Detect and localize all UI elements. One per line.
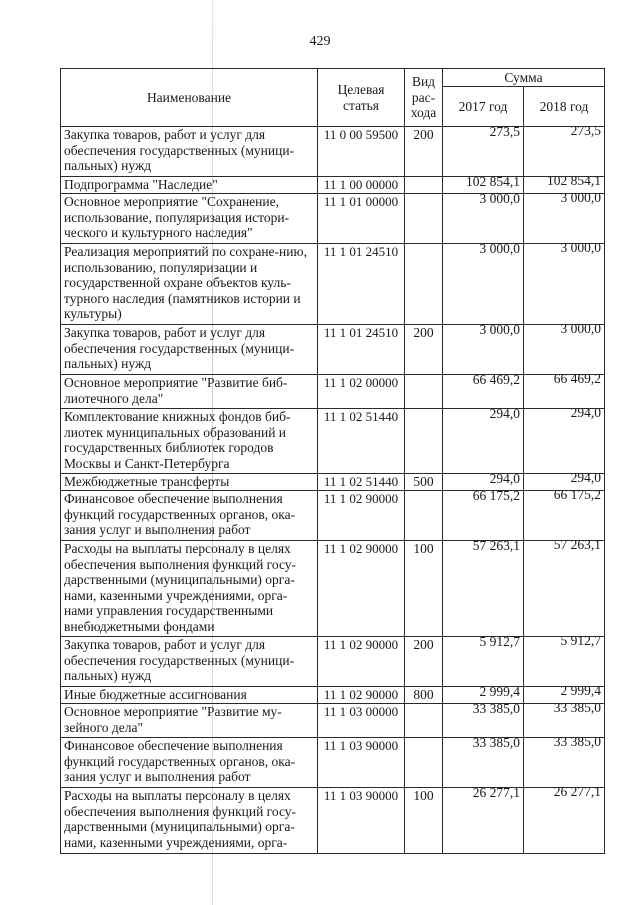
table-row: [61, 177, 605, 194]
row-target-code: 11 1 01 00000: [318, 194, 405, 244]
header-sum: Сумма: [443, 69, 605, 87]
row-sum-2017: 57 263,1: [472, 540, 520, 553]
row-target-code: 11 1 03 90000: [318, 788, 405, 854]
row-sum-2018: 3 000,0: [560, 193, 601, 205]
table-row: [61, 244, 605, 325]
row-target-code: 11 1 03 00000: [318, 704, 405, 738]
row-expense-type: [405, 738, 443, 788]
table-row: [61, 325, 605, 375]
row-target-code: 11 0 00 59500: [318, 127, 405, 177]
row-expense-type: [405, 704, 443, 738]
row-sum-2017: 33 385,0: [472, 737, 520, 750]
table-row: [61, 637, 605, 687]
page-number: 429: [309, 34, 331, 49]
row-name: Закупка товаров, работ и услуг для обеспечения государственных (муници-пальных) нужд: [61, 127, 318, 177]
row-expense-type: [405, 244, 443, 325]
table-row: [61, 474, 605, 491]
row-name: Расходы на выплаты персоналу в целях обеспечения выполнения функций госу-дарственными (муниципальными) орга-нами, казенными учреждениями, орга-: [61, 788, 318, 854]
row-name: Межбюджетные трансферты: [61, 474, 318, 491]
row-sum-2017: 3 000,0: [479, 243, 520, 256]
table-row: [61, 194, 605, 244]
row-target-code: 11 1 02 51440: [318, 409, 405, 474]
table-row: [61, 491, 605, 541]
row-sum-2017: 102 854,1: [466, 176, 520, 189]
table-row: [61, 127, 605, 177]
row-sum-2018: 294,0: [570, 473, 601, 485]
row-sum-2017: 3 000,0: [479, 193, 520, 206]
row-name: Закупка товаров, работ и услуг для обеспечения государственных (муници-пальных) нужд: [61, 637, 318, 687]
header-2018: 2018 год: [524, 87, 605, 127]
row-name: Иные бюджетные ассигнования: [61, 687, 318, 704]
row-target-code: 11 1 00 00000: [318, 177, 405, 194]
row-name: Реализация мероприятий по сохране-нию, использованию, популяризации и государственной охране объектов куль-турного наследия (памятников истории и культуры): [61, 244, 318, 325]
row-sum-2017: 26 277,1: [472, 787, 520, 800]
row-sum-2018: 273,5: [570, 126, 601, 138]
row-expense-type: [405, 491, 443, 541]
row-sum-2018: 102 854,1: [547, 176, 601, 188]
row-name: Расходы на выплаты персоналу в целях обеспечения выполнения функций госу-дарственными (муниципальными) орга-нами, казенными учреждениями, орга-нами управления государственными внебюджетными фондами: [61, 541, 318, 637]
row-sum-2018: 26 277,1: [553, 787, 601, 799]
row-sum-2017: 294,0: [489, 473, 520, 486]
row-expense-type: 200: [405, 325, 443, 375]
table-row: [61, 409, 605, 474]
row-expense-type: [405, 409, 443, 474]
header-target-article: Целевая статья: [318, 69, 405, 127]
row-target-code: 11 1 02 90000: [318, 637, 405, 687]
table-row: [61, 375, 605, 409]
table-row: [61, 704, 605, 738]
row-expense-type: 800: [405, 687, 443, 704]
row-expense-type: [405, 177, 443, 194]
row-sum-2018: 33 385,0: [553, 703, 601, 715]
row-target-code: 11 1 01 24510: [318, 244, 405, 325]
row-expense-type: 200: [405, 127, 443, 177]
row-target-code: 11 1 02 51440: [318, 474, 405, 491]
row-sum-2017: 5 912,7: [479, 636, 520, 649]
row-sum-2018: 66 469,2: [553, 374, 601, 386]
row-expense-type: 100: [405, 788, 443, 854]
row-sum-2018: 3 000,0: [560, 243, 601, 255]
row-name: Закупка товаров, работ и услуг для обеспечения государственных (муници-пальных) нужд: [61, 325, 318, 375]
row-sum-2017: 66 469,2: [472, 374, 520, 387]
row-target-code: 11 1 02 90000: [318, 491, 405, 541]
budget-table: [60, 68, 605, 854]
header-2017: 2017 год: [443, 87, 524, 127]
row-sum-2018: 66 175,2: [553, 490, 601, 502]
row-name: Подпрограмма "Наследие": [61, 177, 318, 194]
row-target-code: 11 1 02 90000: [318, 687, 405, 704]
table-row: [61, 687, 605, 704]
row-sum-2018: 3 000,0: [560, 324, 601, 336]
row-target-code: 11 1 03 90000: [318, 738, 405, 788]
table-row: [61, 788, 605, 854]
row-expense-type: 200: [405, 637, 443, 687]
row-expense-type: [405, 375, 443, 409]
row-sum-2017: 2 999,4: [479, 686, 520, 699]
row-expense-type: 100: [405, 541, 443, 637]
table-row: [61, 738, 605, 788]
row-expense-type: 500: [405, 474, 443, 491]
row-name: Основное мероприятие "Развитие биб-лиотечного дела": [61, 375, 318, 409]
row-sum-2017: 33 385,0: [472, 703, 520, 716]
row-name: Финансовое обеспечение выполнения функций государственных органов, ока-зания услуг и выполнения работ: [61, 491, 318, 541]
row-expense-type: [405, 194, 443, 244]
row-name: Основное мероприятие "Сохранение, использование, популяризация истори-ческого и культурного наследия": [61, 194, 318, 244]
row-sum-2018: 5 912,7: [560, 636, 601, 648]
row-sum-2018: 57 263,1: [553, 540, 601, 552]
header-expense-type: Вид рас-хода: [405, 69, 443, 127]
row-sum-2018: 294,0: [570, 408, 601, 420]
row-target-code: 11 1 02 00000: [318, 375, 405, 409]
row-name: Комплектование книжных фондов биб-лиотек муниципальных образований и государственных библиотек городов Москвы и Санкт-Петербурга: [61, 409, 318, 474]
table-row: [61, 541, 605, 637]
row-sum-2018: 33 385,0: [553, 737, 601, 749]
row-name: Финансовое обеспечение выполнения функций государственных органов, ока-зания услуг и выполнения работ: [61, 738, 318, 788]
row-sum-2018: 2 999,4: [560, 686, 601, 698]
row-sum-2017: 66 175,2: [472, 490, 520, 503]
row-sum-2017: 273,5: [489, 126, 520, 139]
row-name: Основное мероприятие "Развитие му-зейного дела": [61, 704, 318, 738]
header-name: Наименование: [61, 69, 318, 127]
row-target-code: 11 1 01 24510: [318, 325, 405, 375]
row-sum-2017: 3 000,0: [479, 324, 520, 337]
row-target-code: 11 1 02 90000: [318, 541, 405, 637]
row-sum-2017: 294,0: [489, 408, 520, 421]
